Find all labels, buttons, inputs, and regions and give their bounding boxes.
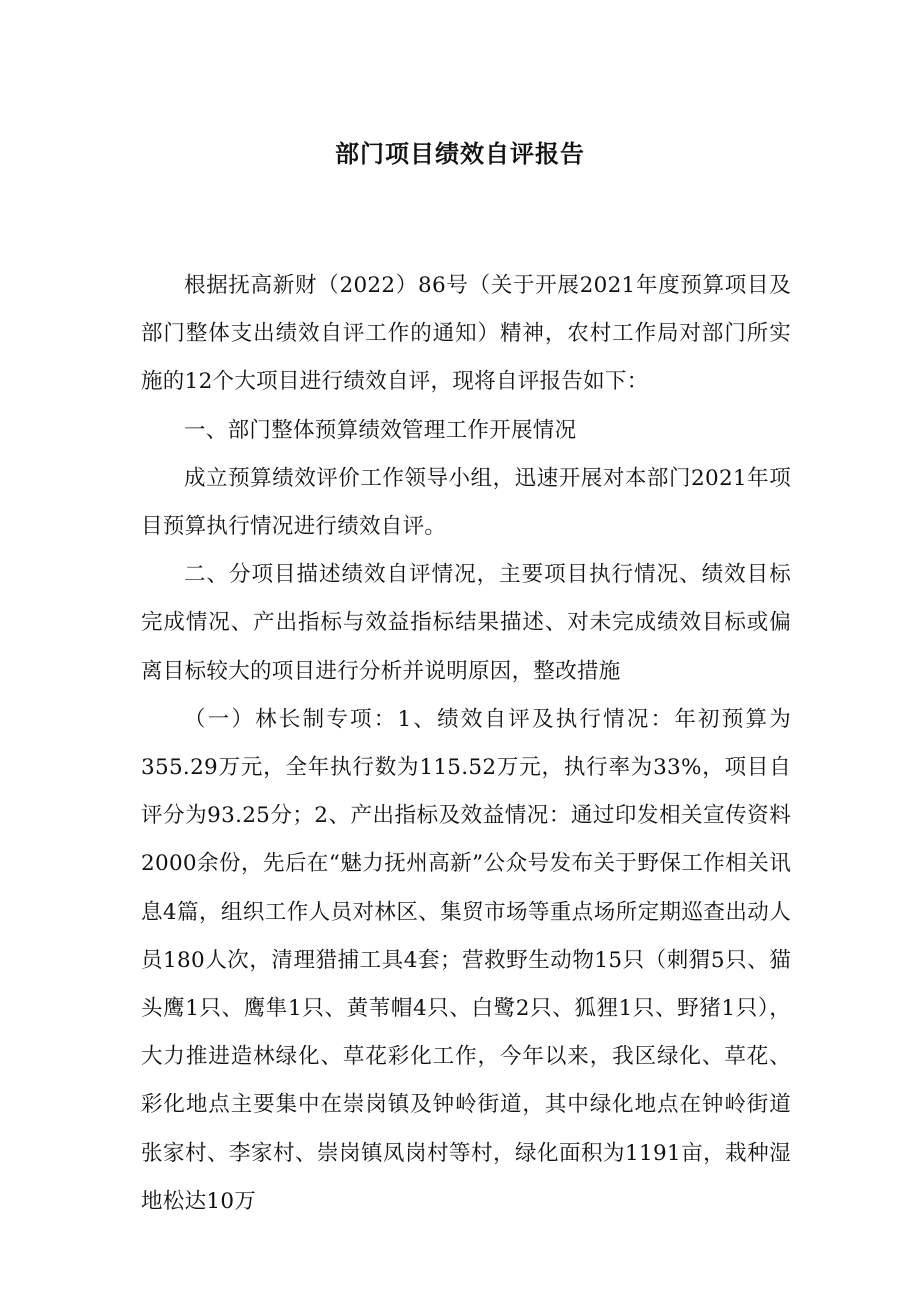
paragraph-forest-chief-project: （一）林长制专项：1、绩效自评及执行情况：年初预算为355.29万元，全年执行数为115.52万元，执行率为33%，项目自评分为93.25分；2、产出指标及效益情况：通过印发相关宣传资料2000余份，先后在“魅力抚州高新”公众号发布关于野保工作相关讯息4篇，组织工作人员对林区、集贸市场等重点场所定期巡查出动人员180人次，清理猎捕工具4套；营救野生动物15只（刺猬5只、猫头鹰1只、鹰隼1只、黄苇帽4只、白鹭2只、狐狸1只、野猪1只），大力推进造林绿化、草花彩化工作，今年以来，我区绿化、草花、彩化地点主要集中在崇岗镇及钟岭街道，其中绿化地点在钟岭街道张家村、李家村、崇岗镇凤岗村等村，绿化面积为1191亩，栽种湿地松达10万 xyxy=(141,706,791,1214)
paragraph-intro: 根据抚高新财（2022）86号（关于开展2021年度预算项目及部门整体支出绩效自评工作的通知）精神，农村工作局对部门所实施的12个大项目进行绩效自评，现将自评报告如下： xyxy=(141,273,791,395)
section-heading-2: 二、分项目描述绩效自评情况，主要项目执行情况、绩效目标完成情况、产出指标与效益指标结果描述、对未完成绩效目标或偏离目标较大的项目进行分析并说明原因，整改措施 xyxy=(141,562,791,684)
document-body xyxy=(141,262,791,1226)
paragraph-section-1: 成立预算绩效评价工作领导小组，迅速开展对本部门2021年项目预算执行情况进行绩效自评。 xyxy=(141,465,791,540)
section-heading-1: 一、部门整体预算绩效管理工作开展情况 xyxy=(184,417,577,443)
page-title: 部门项目绩效自评报告 xyxy=(335,140,585,168)
